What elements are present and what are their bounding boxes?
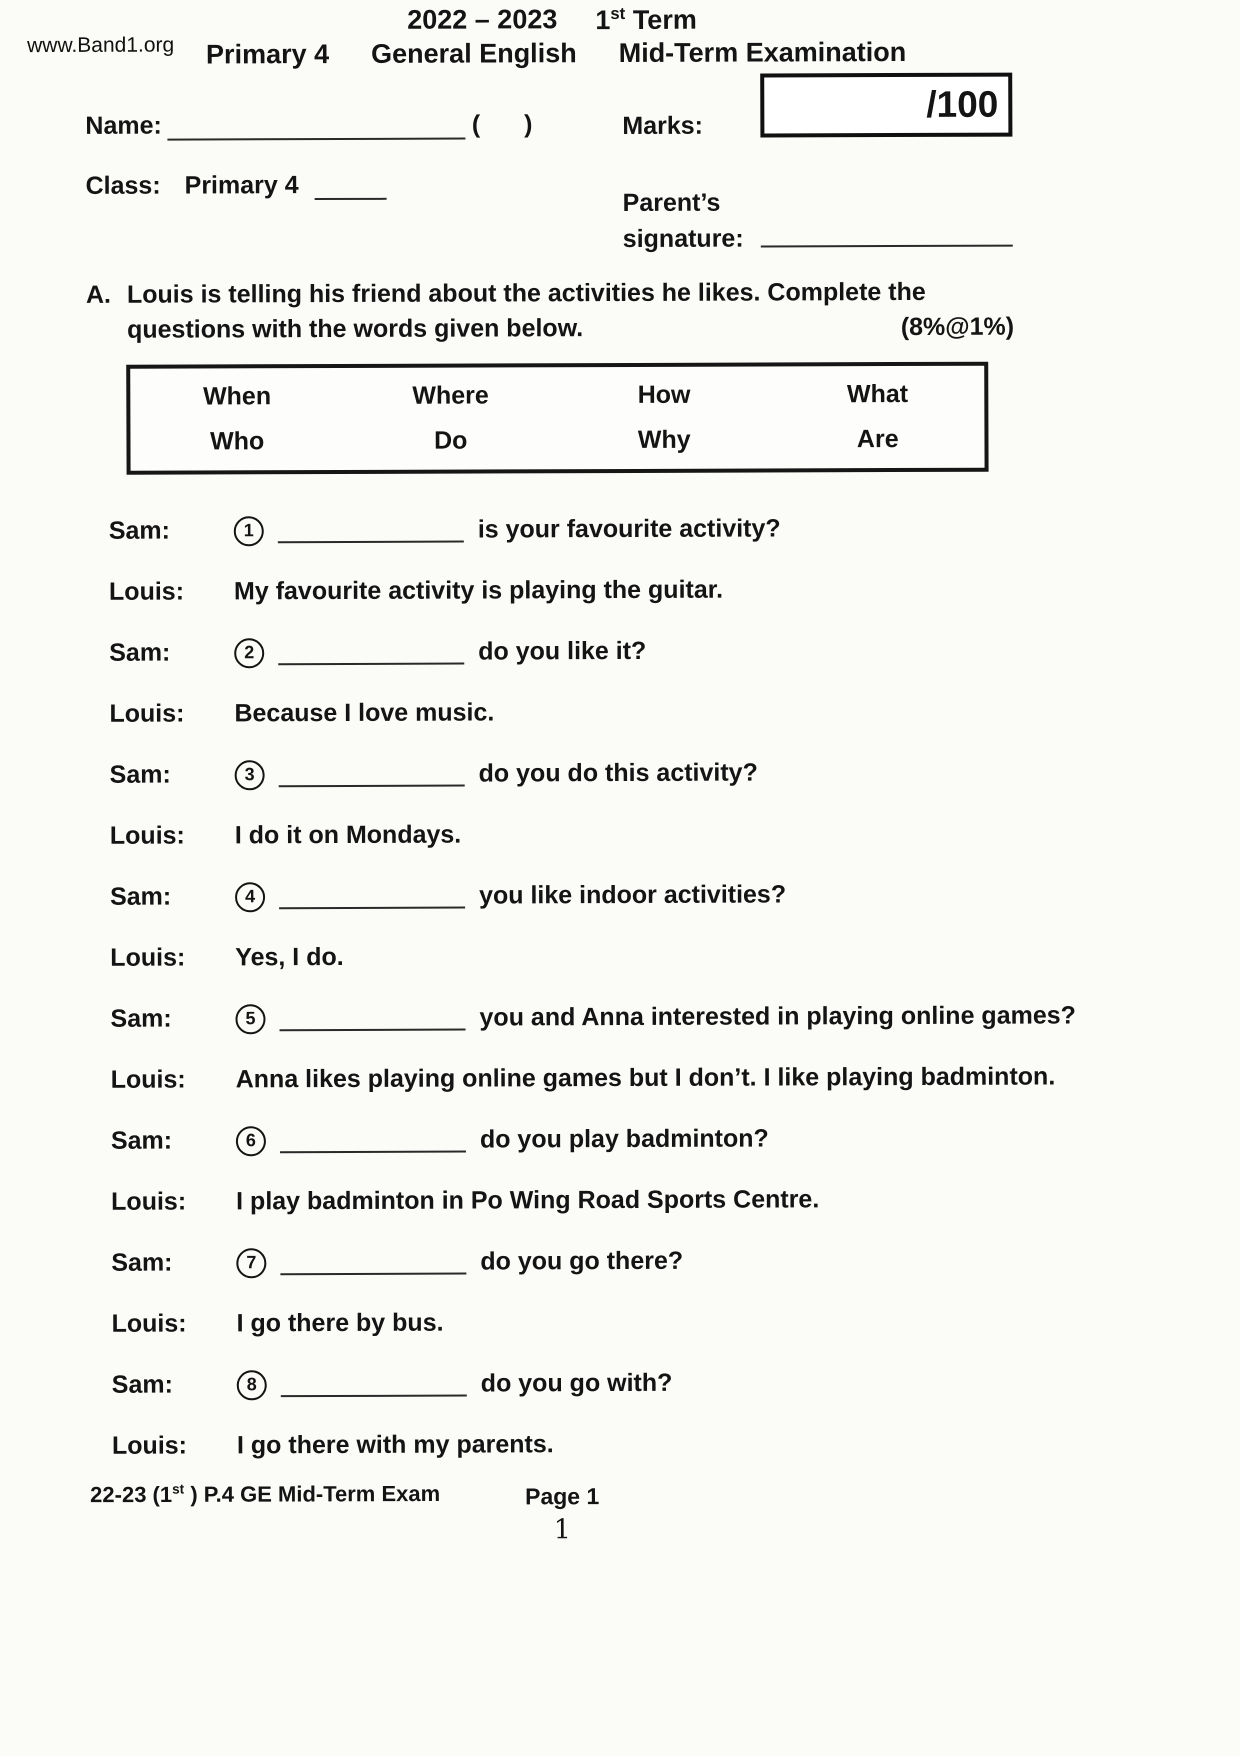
answer-blank (279, 1006, 465, 1031)
word-bank-item: Are (771, 425, 985, 455)
parent-signature-blank (761, 221, 1013, 248)
speaker-label: Louis: (111, 1065, 236, 1094)
dialogue-row (111, 1229, 1229, 1294)
dialogue-row (111, 1168, 1229, 1233)
name-row (85, 110, 532, 141)
answer-blank (278, 640, 464, 665)
footer-page-number: 1 (2, 1512, 1122, 1547)
answer-blank (279, 762, 465, 787)
speaker-label: Louis: (109, 699, 234, 728)
answer-blank (280, 1128, 466, 1153)
dialogue-row (110, 802, 1228, 867)
speaker-label: Sam: (109, 638, 234, 667)
speaker-label: Louis: (112, 1431, 237, 1460)
dialogue-row (109, 619, 1227, 684)
exam-title-line1 (0, 2, 1107, 38)
marks-box (760, 73, 1012, 138)
line-text: Anna likes playing online games but I don’t. I like playing badminton. (236, 1062, 1056, 1094)
speaker-label: Louis: (112, 1309, 237, 1338)
dialogue-row (110, 924, 1228, 989)
marks-total: /100 (926, 84, 998, 126)
speaker-label: Sam: (110, 1004, 235, 1033)
answer-number: 6 (236, 1126, 266, 1156)
line-text: I play badminton in Po Wing Road Sports Centre. (236, 1185, 819, 1216)
speaker-label: Sam: (109, 516, 234, 545)
answer-number: 5 (235, 1004, 265, 1034)
answer-blank (281, 1372, 467, 1397)
speaker-label: Louis: (109, 577, 234, 606)
line-text: do you go with? (481, 1369, 673, 1399)
speaker-label: Louis: (110, 821, 235, 850)
word-bank-item: Why (557, 425, 771, 455)
speaker-label: Sam: (110, 882, 235, 911)
footer-exam-code: 22-23 (1st ) P.4 GE Mid-Term Exam (90, 1481, 440, 1509)
class-blank (315, 174, 387, 200)
line-text: My favourite activity is playing the guitar. (234, 576, 723, 607)
answer-blank (278, 518, 464, 543)
marks-label: Marks: (622, 112, 703, 141)
class-value: Primary 4 (185, 171, 299, 200)
dialogue-row (109, 558, 1227, 623)
dialogue (109, 497, 1230, 1477)
parent-signature-label: Parent’s signature: (623, 185, 744, 257)
section-a-instruction-line1: Louis is telling his friend about the activities he likes. Complete the (127, 275, 1014, 313)
dialogue-row (111, 1290, 1229, 1355)
line-text: Because I love music. (234, 698, 494, 728)
dialogue-row (111, 1046, 1229, 1111)
exam-name: Mid-Term Examination (619, 37, 907, 69)
dialogue-row (110, 863, 1228, 928)
section-a-header (86, 275, 1014, 348)
answer-number: 3 (235, 760, 265, 790)
dialogue-row (112, 1412, 1230, 1477)
speaker-label: Sam: (111, 1248, 236, 1277)
word-bank-item: When (130, 382, 344, 412)
line-text: do you play badminton? (480, 1124, 769, 1154)
answer-number: 1 (234, 516, 264, 546)
dialogue-row (110, 985, 1228, 1050)
speaker-label: Sam: (112, 1370, 237, 1399)
word-bank-item: Where (344, 381, 558, 411)
line-text: is your favourite activity? (478, 514, 781, 544)
word-bank-item: How (557, 380, 771, 410)
speaker-label: Louis: (110, 943, 235, 972)
name-blank (168, 114, 466, 141)
speaker-label: Louis: (111, 1187, 236, 1216)
dialogue-row (111, 1107, 1229, 1172)
footer-page-label: Page 1 (2, 1481, 1122, 1512)
watermark: www.Band1.org (27, 34, 174, 59)
exam-class-level: Primary 4 (206, 39, 329, 70)
section-a-letter: A. (86, 278, 111, 348)
exam-subject: General English (371, 38, 577, 70)
line-text: do you go there? (480, 1247, 683, 1277)
line-text: I go there with my parents. (237, 1430, 554, 1460)
word-bank-item: Do (344, 426, 558, 456)
speaker-label: Sam: (110, 760, 235, 789)
word-bank-item: What (771, 380, 985, 410)
exam-title-line2 (0, 36, 1115, 71)
dialogue-row (109, 497, 1227, 562)
word-bank-item: Who (130, 427, 344, 457)
line-text: you and Anna interested in playing online games? (479, 1001, 1075, 1032)
line-text: Yes, I do. (235, 943, 343, 972)
exam-years: 2022 – 2023 (407, 4, 557, 37)
line-text: you like indoor activities? (479, 880, 786, 910)
answer-number: 2 (234, 638, 264, 668)
line-text: I do it on Mondays. (235, 821, 461, 851)
dialogue-row (109, 680, 1227, 745)
class-number-paren-close: ) (524, 110, 532, 139)
line-text: I go there by bus. (237, 1309, 444, 1339)
answer-number: 8 (237, 1370, 267, 1400)
class-row (86, 171, 387, 201)
section-a-marks-note: (8%@1%) (901, 310, 1014, 345)
word-bank-box (126, 362, 988, 475)
answer-number: 4 (235, 882, 265, 912)
dialogue-row (112, 1351, 1230, 1416)
line-text: do you do this activity? (479, 759, 758, 789)
exam-term: 1st Term (595, 4, 697, 36)
answer-blank (279, 884, 465, 909)
class-number-paren-open: ( (472, 110, 480, 139)
answer-number: 7 (236, 1248, 266, 1278)
class-label: Class: (86, 172, 161, 201)
dialogue-row (110, 741, 1228, 806)
line-text: do you like it? (478, 637, 646, 667)
speaker-label: Sam: (111, 1126, 236, 1155)
name-label: Name: (85, 112, 162, 141)
answer-blank (280, 1250, 466, 1275)
section-a-instruction-line2: questions with the words given below. (127, 311, 583, 348)
